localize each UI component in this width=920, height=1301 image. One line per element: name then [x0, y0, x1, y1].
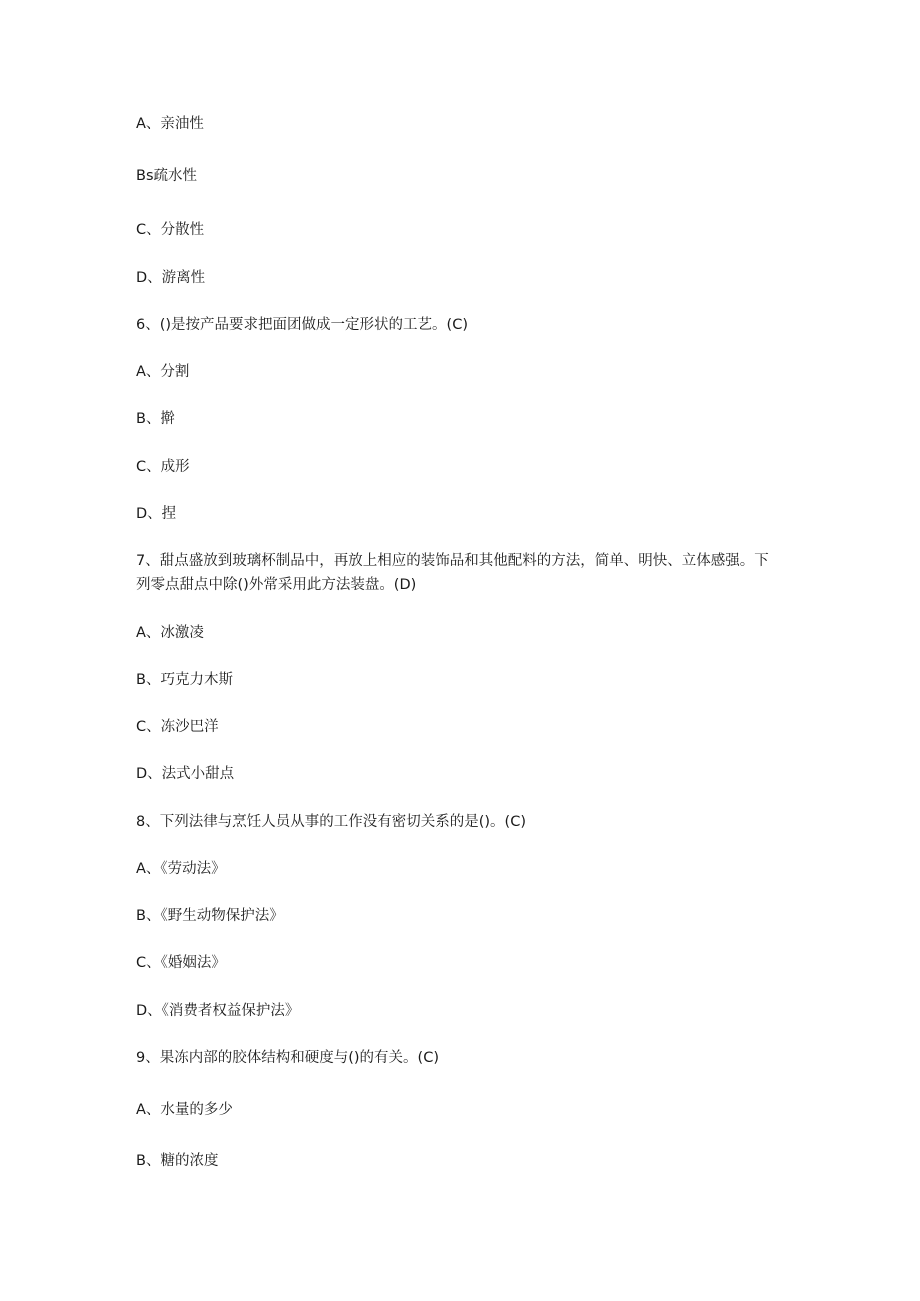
question-line: 8、下列法律与烹饪人员从事的工作没有密切关系的是()。(C)	[136, 814, 526, 830]
option-line: A、冰激凌	[136, 625, 204, 641]
question-line: 7、甜点盛放到玻璃杯制品中，再放上相应的装饰品和其他配料的方法，简单、明快、立体感强。下列零点甜点中除()外常采用此方法装盘。(D)	[136, 553, 769, 593]
option-line: C、分散性	[136, 222, 205, 238]
option-line: C、成形	[136, 459, 190, 475]
question-line: 6、()是按产品要求把面团做成一定形状的工艺。(C)	[136, 317, 468, 333]
option-line: D、游离性	[136, 270, 206, 286]
option-line: B、巧克力木斯	[136, 672, 233, 688]
option-line: D、捏	[136, 506, 177, 522]
option-line: A、分割	[136, 364, 190, 380]
option-line: B、《野生动物保护法》	[136, 908, 284, 924]
question-line: 9、果冻内部的胶体结构和硬度与()的有关。(C)	[136, 1050, 439, 1066]
option-line: C、《婚姻法》	[136, 955, 226, 971]
option-line: A、水量的多少	[136, 1102, 233, 1118]
option-line: C、冻沙巴洋	[136, 719, 219, 735]
option-line: B、糖的浓度	[136, 1153, 219, 1169]
option-line: B、擀	[136, 411, 175, 427]
option-line: A、亲油性	[136, 116, 204, 132]
option-line: D、法式小甜点	[136, 766, 235, 782]
option-line: Bs疏水性	[136, 168, 198, 184]
option-line: D、《消费者权益保护法》	[136, 1003, 300, 1019]
option-line: A、《劳动法》	[136, 861, 226, 877]
